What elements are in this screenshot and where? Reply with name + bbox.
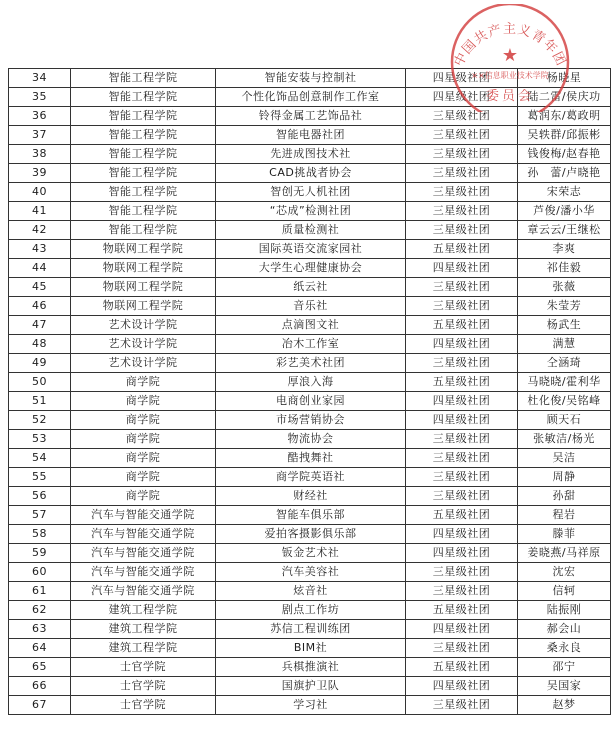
table-row	[9, 696, 611, 715]
college-cell: 智能工程学院	[71, 88, 216, 107]
row-number: 54	[9, 449, 71, 468]
club-name-cell: 钣金艺术社	[216, 544, 406, 563]
row-number: 59	[9, 544, 71, 563]
college-cell: 汽车与智能交通学院	[71, 544, 216, 563]
advisor-cell: 郝会山	[518, 620, 611, 639]
advisor-cell: 满慧	[518, 335, 611, 354]
row-number: 39	[9, 164, 71, 183]
advisor-cell: 宋荣志	[518, 183, 611, 202]
college-cell: 士官学院	[71, 658, 216, 677]
star-rating-cell: 三星级社团	[406, 278, 518, 297]
star-rating-cell: 三星级社团	[406, 221, 518, 240]
seal-outer-text: 中国共产主义青年团	[451, 22, 569, 70]
advisor-cell: 杨武生	[518, 316, 611, 335]
club-name-cell: 国际英语交流家园社	[216, 240, 406, 259]
row-number: 50	[9, 373, 71, 392]
advisor-cell: 桑永良	[518, 639, 611, 658]
row-number: 46	[9, 297, 71, 316]
college-cell: 物联网工程学院	[71, 259, 216, 278]
advisor-cell: 杨晓星	[518, 69, 611, 88]
club-name-cell: 兵棋推演社	[216, 658, 406, 677]
star-rating-cell: 五星级社团	[406, 658, 518, 677]
table-row	[9, 430, 611, 449]
college-cell: 艺术设计学院	[71, 316, 216, 335]
college-cell: 智能工程学院	[71, 107, 216, 126]
advisor-cell: 杜化俊/吴铭峰	[518, 392, 611, 411]
table-row	[9, 392, 611, 411]
club-name-cell: 剧点工作坊	[216, 601, 406, 620]
seal-inner-text: ××信息职业技术学院	[471, 71, 549, 80]
star-rating-cell: 四星级社团	[406, 544, 518, 563]
star-rating-cell: 四星级社团	[406, 69, 518, 88]
row-number: 58	[9, 525, 71, 544]
star-rating-cell: 三星级社团	[406, 430, 518, 449]
table-row	[9, 278, 611, 297]
club-name-cell: BIM社	[216, 639, 406, 658]
college-cell: 建筑工程学院	[71, 601, 216, 620]
table-row	[9, 164, 611, 183]
club-name-cell: 学习社	[216, 696, 406, 715]
college-cell: 物联网工程学院	[71, 297, 216, 316]
star-rating-cell: 三星级社团	[406, 582, 518, 601]
star-rating-cell: 三星级社团	[406, 297, 518, 316]
table-row	[9, 563, 611, 582]
college-cell: 艺术设计学院	[71, 335, 216, 354]
star-rating-cell: 三星级社团	[406, 107, 518, 126]
college-cell: 汽车与智能交通学院	[71, 582, 216, 601]
row-number: 51	[9, 392, 71, 411]
college-cell: 汽车与智能交通学院	[71, 563, 216, 582]
advisor-cell: 孙甜	[518, 487, 611, 506]
college-cell: 汽车与智能交通学院	[71, 506, 216, 525]
college-cell: 智能工程学院	[71, 69, 216, 88]
table-row	[9, 373, 611, 392]
table-row	[9, 259, 611, 278]
star-rating-cell: 四星级社团	[406, 335, 518, 354]
star-rating-cell: 四星级社团	[406, 88, 518, 107]
club-name-cell: 酷拽舞社	[216, 449, 406, 468]
college-cell: 智能工程学院	[71, 221, 216, 240]
advisor-cell: 章云云/王继松	[518, 221, 611, 240]
club-name-cell: 铃得金属工艺饰品社	[216, 107, 406, 126]
advisor-cell: 祁佳毅	[518, 259, 611, 278]
star-rating-cell: 四星级社团	[406, 411, 518, 430]
star-rating-cell: 三星级社团	[406, 468, 518, 487]
row-number: 38	[9, 145, 71, 164]
advisor-cell: 周静	[518, 468, 611, 487]
college-cell: 士官学院	[71, 677, 216, 696]
club-name-cell: 汽车美容社	[216, 563, 406, 582]
college-cell: 商学院	[71, 392, 216, 411]
row-number: 56	[9, 487, 71, 506]
table-body	[9, 69, 611, 715]
college-cell: 商学院	[71, 468, 216, 487]
advisor-cell: 姜晓燕/马祥原	[518, 544, 611, 563]
table-row	[9, 107, 611, 126]
advisor-cell: 李爽	[518, 240, 611, 259]
college-cell: 建筑工程学院	[71, 620, 216, 639]
row-number: 35	[9, 88, 71, 107]
row-number: 48	[9, 335, 71, 354]
advisor-cell: 孙 蕾/卢晓艳	[518, 164, 611, 183]
star-rating-cell: 四星级社团	[406, 620, 518, 639]
row-number: 40	[9, 183, 71, 202]
club-name-cell: 物流协会	[216, 430, 406, 449]
star-rating-cell: 四星级社团	[406, 392, 518, 411]
college-cell: 智能工程学院	[71, 145, 216, 164]
row-number: 66	[9, 677, 71, 696]
table-row	[9, 601, 611, 620]
club-name-cell: 智能车俱乐部	[216, 506, 406, 525]
advisor-cell: 张薇	[518, 278, 611, 297]
club-name-cell: 纸云社	[216, 278, 406, 297]
club-name-cell: 点滴图文社	[216, 316, 406, 335]
row-number: 45	[9, 278, 71, 297]
advisor-cell: 信轲	[518, 582, 611, 601]
star-rating-cell: 五星级社团	[406, 506, 518, 525]
row-number: 49	[9, 354, 71, 373]
table-row	[9, 506, 611, 525]
club-name-cell: 智能电器社团	[216, 126, 406, 145]
advisor-cell: 陆二雷/侯庆功	[518, 88, 611, 107]
table-row	[9, 183, 611, 202]
advisor-cell: 程岩	[518, 506, 611, 525]
club-name-cell: 市场营销协会	[216, 411, 406, 430]
advisor-cell: 芦俊/潘小华	[518, 202, 611, 221]
club-name-cell: 国旗护卫队	[216, 677, 406, 696]
star-rating-cell: 三星级社团	[406, 145, 518, 164]
college-cell: 智能工程学院	[71, 202, 216, 221]
star-rating-cell: 三星级社团	[406, 487, 518, 506]
club-name-cell: 冶木工作室	[216, 335, 406, 354]
star-rating-cell: 五星级社团	[406, 316, 518, 335]
row-number: 37	[9, 126, 71, 145]
star-rating-cell: 三星级社团	[406, 183, 518, 202]
advisor-cell: 马晓晓/霍利华	[518, 373, 611, 392]
college-cell: 建筑工程学院	[71, 639, 216, 658]
club-name-cell: 苏信工程训练团	[216, 620, 406, 639]
advisor-cell: 朱莹芳	[518, 297, 611, 316]
college-cell: 智能工程学院	[71, 126, 216, 145]
club-name-cell: 财经社	[216, 487, 406, 506]
college-cell: 商学院	[71, 373, 216, 392]
star-rating-cell: 四星级社团	[406, 259, 518, 278]
college-cell: 士官学院	[71, 696, 216, 715]
college-cell: 艺术设计学院	[71, 354, 216, 373]
star-rating-cell: 三星级社团	[406, 696, 518, 715]
college-cell: 物联网工程学院	[71, 278, 216, 297]
college-cell: 商学院	[71, 430, 216, 449]
star-rating-cell: 三星级社团	[406, 164, 518, 183]
row-number: 42	[9, 221, 71, 240]
table-row	[9, 411, 611, 430]
club-name-cell: 大学生心理健康协会	[216, 259, 406, 278]
star-rating-cell: 四星级社团	[406, 677, 518, 696]
table-row	[9, 202, 611, 221]
table-row	[9, 145, 611, 164]
star-rating-cell: 五星级社团	[406, 601, 518, 620]
club-name-cell: 音乐社	[216, 297, 406, 316]
table-row	[9, 240, 611, 259]
advisor-cell: 钱俊梅/赵春艳	[518, 145, 611, 164]
row-number: 41	[9, 202, 71, 221]
star-rating-cell: 三星级社团	[406, 639, 518, 658]
row-number: 55	[9, 468, 71, 487]
advisor-cell: 葛润东/葛政明	[518, 107, 611, 126]
advisor-cell: 顾天石	[518, 411, 611, 430]
row-number: 34	[9, 69, 71, 88]
club-name-cell: 个性化饰品创意制作工作室	[216, 88, 406, 107]
table-row	[9, 620, 611, 639]
row-number: 43	[9, 240, 71, 259]
star-rating-cell: 四星级社团	[406, 525, 518, 544]
table-row	[9, 297, 611, 316]
table-row	[9, 69, 611, 88]
club-name-cell: 先进成图技术社	[216, 145, 406, 164]
table-row	[9, 88, 611, 107]
advisor-cell: 沈宏	[518, 563, 611, 582]
club-name-cell: 炫音社	[216, 582, 406, 601]
college-cell: 商学院	[71, 449, 216, 468]
advisor-cell: 赵梦	[518, 696, 611, 715]
table-row	[9, 639, 611, 658]
star-rating-cell: 三星级社团	[406, 126, 518, 145]
table-row	[9, 126, 611, 145]
svg-text:中国共产主义青年团	[451, 21, 569, 69]
row-number: 44	[9, 259, 71, 278]
club-name-cell: 智创无人机社团	[216, 183, 406, 202]
row-number: 67	[9, 696, 71, 715]
club-rating-table	[8, 68, 611, 715]
table-row	[9, 449, 611, 468]
star-rating-cell: 三星级社团	[406, 563, 518, 582]
star-rating-cell: 五星级社团	[406, 240, 518, 259]
club-name-cell: 商学院英语社	[216, 468, 406, 487]
advisor-cell: 吴国家	[518, 677, 611, 696]
advisor-cell: 吴轶群/邱振彬	[518, 126, 611, 145]
club-name-cell: 智能安装与控制社	[216, 69, 406, 88]
star-rating-cell: 三星级社团	[406, 202, 518, 221]
advisor-cell: 吴洁	[518, 449, 611, 468]
table-row	[9, 525, 611, 544]
college-cell: 智能工程学院	[71, 164, 216, 183]
club-name-cell: 爱拍客摄影俱乐部	[216, 525, 406, 544]
row-number: 52	[9, 411, 71, 430]
advisor-cell: 陆振刚	[518, 601, 611, 620]
row-number: 60	[9, 563, 71, 582]
club-name-cell: 彩艺美术社团	[216, 354, 406, 373]
college-cell: 商学院	[71, 487, 216, 506]
star-icon: ★	[501, 45, 519, 66]
table-row	[9, 677, 611, 696]
row-number: 57	[9, 506, 71, 525]
college-cell: 智能工程学院	[71, 183, 216, 202]
table-row	[9, 544, 611, 563]
row-number: 47	[9, 316, 71, 335]
table-row	[9, 221, 611, 240]
row-number: 64	[9, 639, 71, 658]
table-row	[9, 354, 611, 373]
star-rating-cell: 三星级社团	[406, 354, 518, 373]
advisor-cell: 仝涵琦	[518, 354, 611, 373]
club-name-cell: 厚浪入海	[216, 373, 406, 392]
table-row	[9, 316, 611, 335]
table-row	[9, 658, 611, 677]
row-number: 63	[9, 620, 71, 639]
club-name-cell: 质量检测社	[216, 221, 406, 240]
club-name-cell: 电商创业家园	[216, 392, 406, 411]
college-cell: 物联网工程学院	[71, 240, 216, 259]
row-number: 61	[9, 582, 71, 601]
advisor-cell: 滕菲	[518, 525, 611, 544]
club-name-cell: CAD挑战者协会	[216, 164, 406, 183]
table-row	[9, 468, 611, 487]
row-number: 62	[9, 601, 71, 620]
star-rating-cell: 三星级社团	[406, 449, 518, 468]
college-cell: 汽车与智能交通学院	[71, 525, 216, 544]
row-number: 36	[9, 107, 71, 126]
table-row	[9, 335, 611, 354]
advisor-cell: 邵宁	[518, 658, 611, 677]
club-name-cell: “芯成”检测社团	[216, 202, 406, 221]
seal-bottom-text: 委员会	[485, 89, 535, 104]
row-number: 53	[9, 430, 71, 449]
table-row	[9, 582, 611, 601]
row-number: 65	[9, 658, 71, 677]
advisor-cell: 张敏洁/杨光	[518, 430, 611, 449]
table-row	[9, 487, 611, 506]
star-rating-cell: 五星级社团	[406, 373, 518, 392]
college-cell: 商学院	[71, 411, 216, 430]
